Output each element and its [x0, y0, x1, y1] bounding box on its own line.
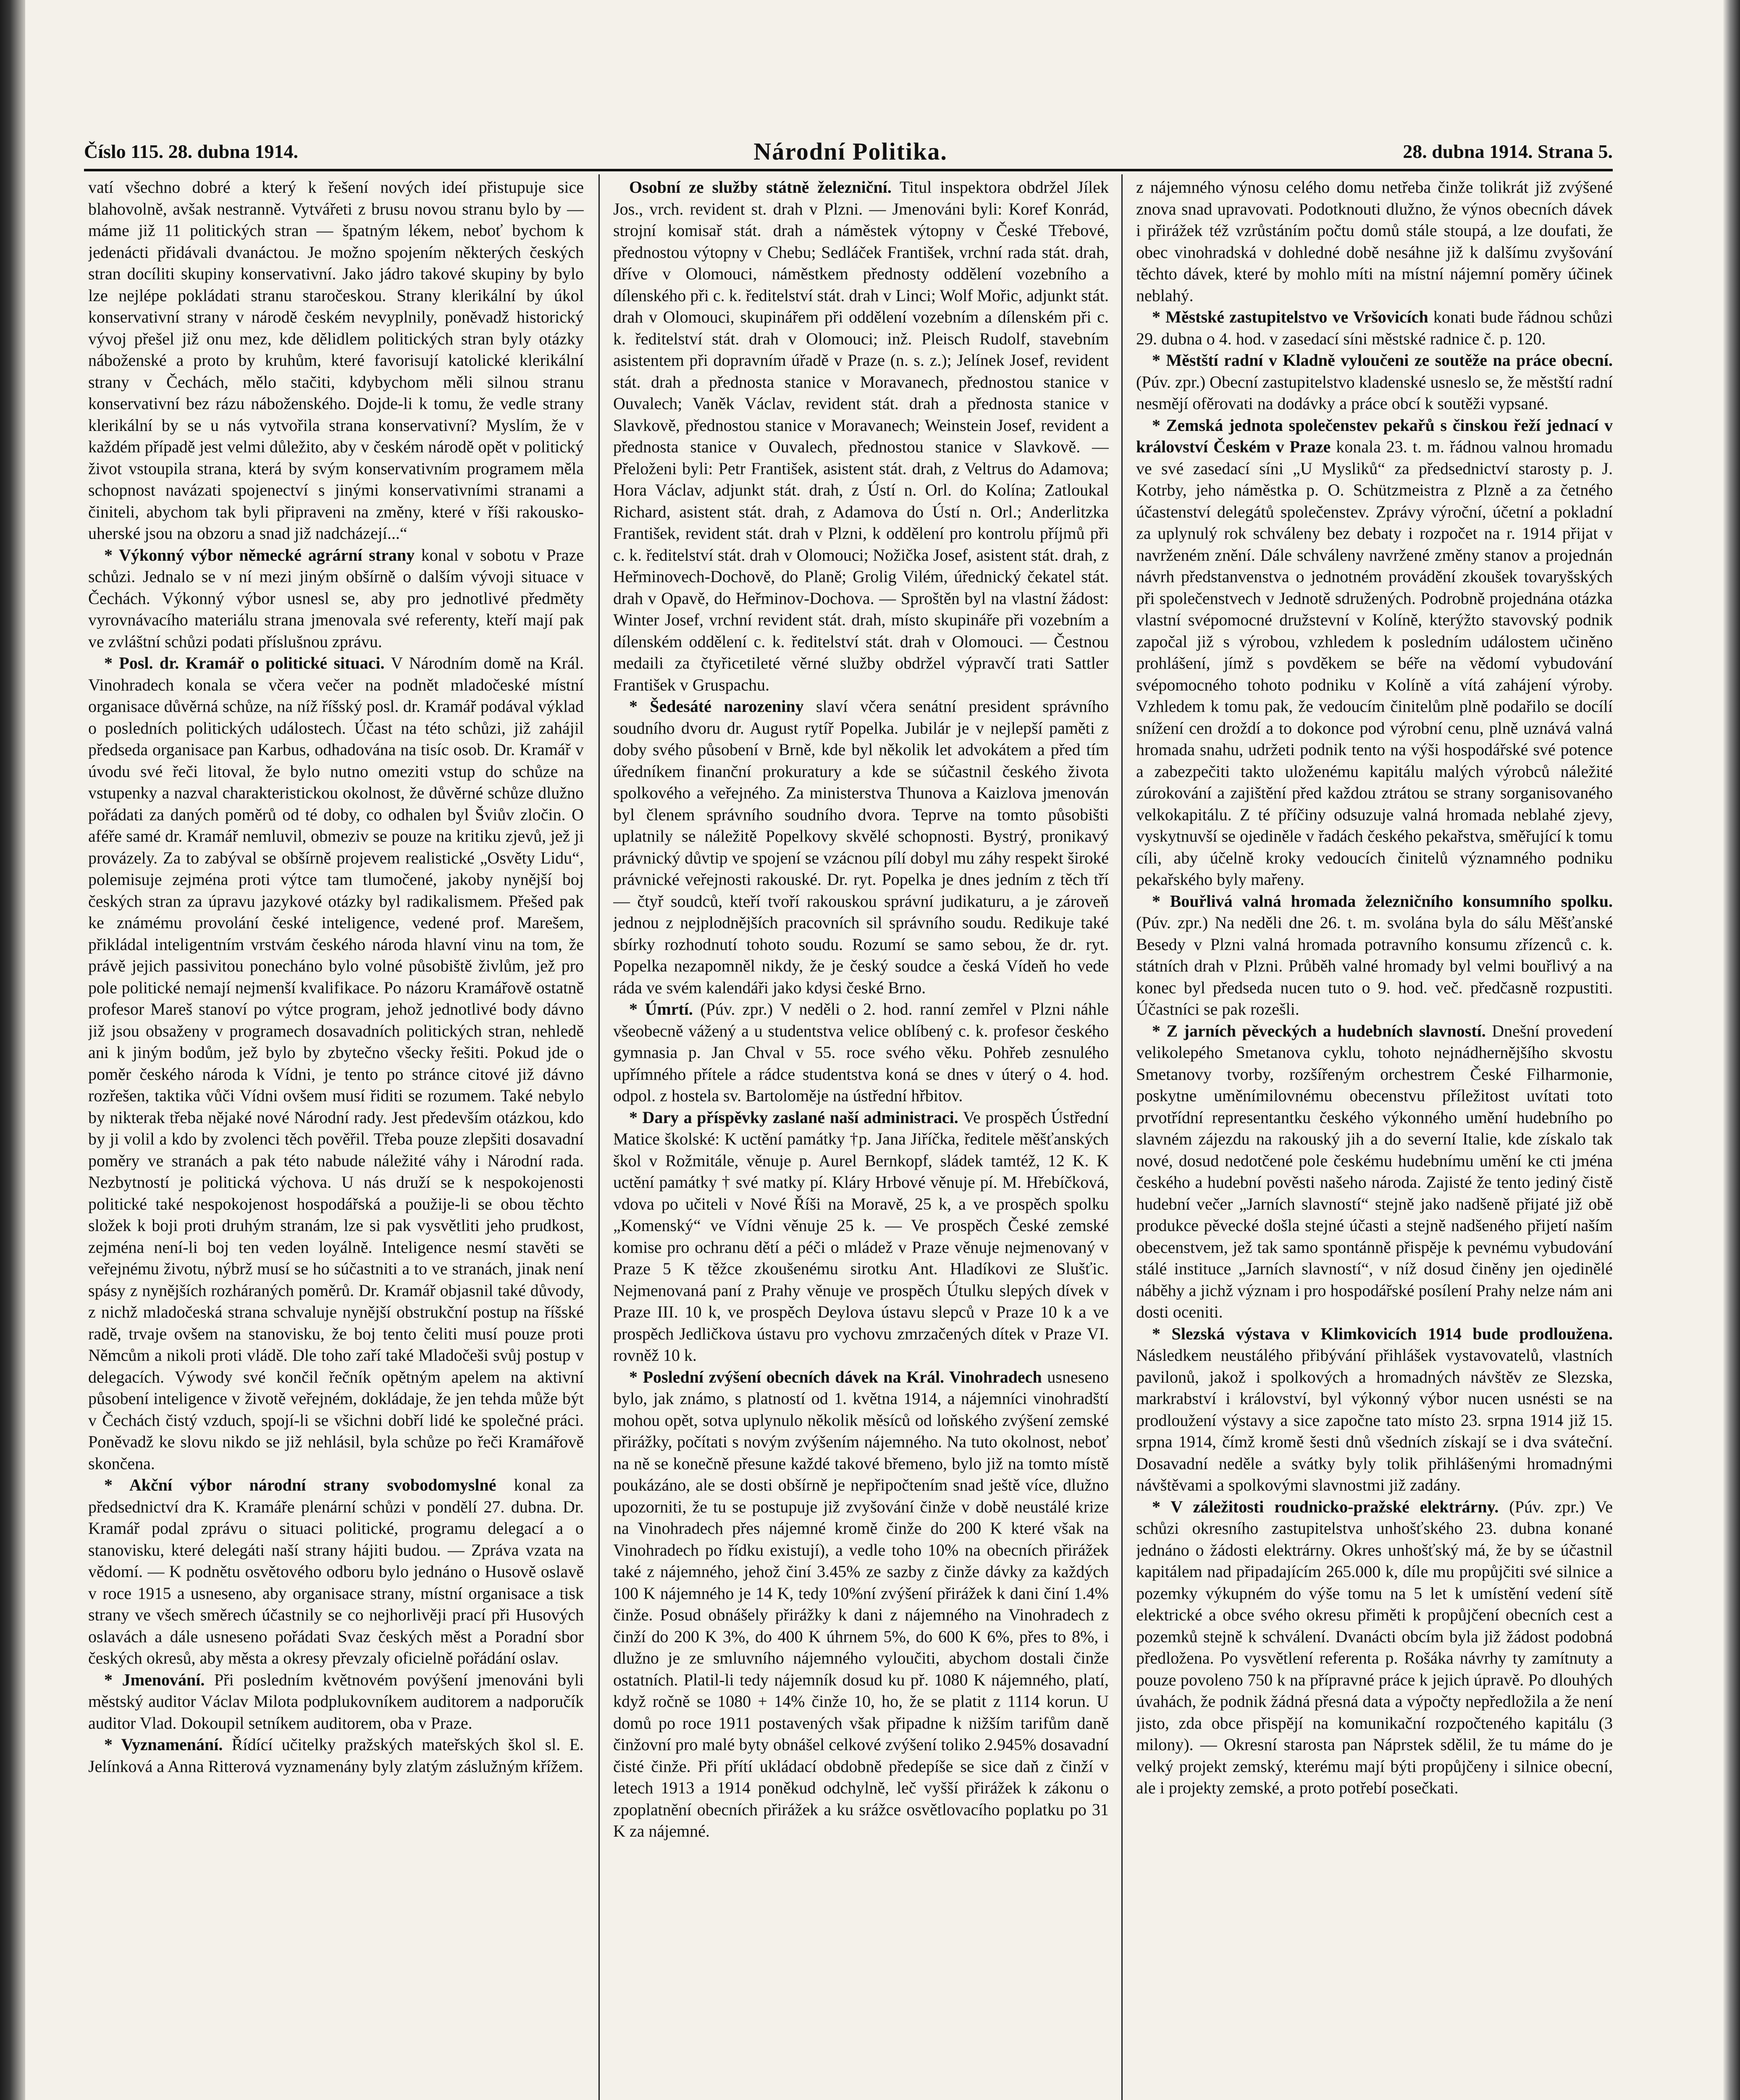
- article-paragraph: [88, 1474, 584, 1669]
- article-paragraph: [613, 696, 1109, 998]
- article-headline: * Poslední zvýšení obecních dávek na Král. Vinohradech: [629, 1367, 1042, 1386]
- article-paragraph: [88, 1734, 584, 1777]
- article-paragraph: [613, 998, 1109, 1107]
- article-body: konal za předsednictví dra K. Kramáře plenární schůzi v pondělí 27. dubna. Dr. Kramář podal zprávu o situaci politické, programu delegací a o stanovisku, které delegáti naší strany hájiti budou. — Zpráva vzata na vědomí. — K podnětu osvětového odboru bylo jednáno o Husově oslavě v roce 1915 a usneseno, aby organisace strany, místní organisace a tisk strany ve všech směrech účastnily se co nejhorlivěji prací při Husových oslavách a dále usneseno pořádati Svaz českých měst a Poradní sbor českých okresů, aby města a okresy převzaly oficielně pořádání oslav.: [88, 1475, 584, 1667]
- article-headline: * Jmenování.: [104, 1670, 205, 1689]
- column-separator: [1121, 174, 1123, 2100]
- article-headline: * Městští radní v Kladně vyloučeni ze soutěže na práce obecní.: [1152, 351, 1613, 370]
- column-1: [88, 176, 584, 2100]
- article-headline: * Z jarních pěveckých a hudebních slavností.: [1152, 1021, 1486, 1040]
- article-body: V Národním domě na Král. Vinohradech konala se včera večer na podnět mladočeské místní organisace důvěrná schůze, na níž říšský posl. dr. Kramář podával výklad o posledních politických událostech. Účast na této schůzi, již zahájil předseda organisace pan Karbus, odhadována na tisíc osob. Dr. Kramář v úvodu své řeči litoval, že bylo nutno omeziti vstup do schůze na vstupenky a nazval charakteristickou okolnost, že důvěrné schůze dlužno pořádati za daných poměrů od té doby, co odhalen byl Šviův zločin. O aféře samé dr. Kramář nemluvil, obmeziv se pouze na kritiku zjevů, jež ji provázely. Za to zabýval se obšírně projevem realistické „Osvěty Lidu“, polemisuje zejména proti výtce tam tlumočené, jakoby nynější boj českých stran za úpravu jazykové otázky byl radikalismem. Přešed pak ke známému provolání české inteligence, vedené prof. Marešem, přikládal inteligentním vrstvám českého národa hlavní vinu na tom, že právě jejich passivitou ponecháno bylo volné působiště živlům, jež pro pole politické nemají nejmenší kvalifikace. Po názoru Kramářově ostatně profesor Mareš stanoví po výtce program, jehož jednotlivé body dávno již jsou obsaženy v programech dosavadních politických stran, nehledě ani k jiným bodům, jež bylo by zbytečno všecky řešiti. Pokud jde o poměr českého národa k Vídni, je tento po stránce citové již dávno rozřešen, taktika vůči Vídni ovšem musí řiditi se rozumem. Také nebylo by nikterak třeba nějaké nové Národní rady. Jest především otázkou, kdo by ji volil a kdo by zvolenci těch pověřil. Třeba pouze zlepšiti dosavadní poměry ve stranách a pak této nabude náležité váhy i Národní rada. Nezbytností je politická výchova. U nás druží se k nespokojenosti politické také nespokojenost hospodářská a použije-li se obou těchto složek k boji proti druhým stranám, lze si pak vysvětliti jeho prudkost, zejména není-li boj ten veden loyálně. Inteligence nesmí stavěti se veřejnému životu, nýbrž musí se ho súčastniti a to ve stranách, jinak není spásy z nynějších rozháraných poměrů. Dr. Kramář objasnil také důvody, z nichž mladočeská strana schvaluje nynější obstrukční postup na říšské radě, trvaje ovšem na stanovisku, že boj tento čeliti musí pouze proti Němcům a nikoli proti vládě. Dle toho zaří také Mladočeši svůj postup v delegacích. Výwody své končil řečník opětným apelem na aktivní působení inteligence v životě veřejném, dokládaje, že jen tehda může být v Čechách čistý vzduch, spojí-li se všichni dobří lidé ke společné práci. Poněvadž ke slovu nikdo se již nehlásil, byla schůze po řeči Kramářově skončena.: [88, 654, 584, 1473]
- article-headline: * Dary a příspěvky zaslané naší administraci.: [629, 1108, 958, 1127]
- article-headline: Osobní ze služby státně železniční.: [629, 178, 892, 197]
- article-paragraph: [1136, 349, 1613, 415]
- article-body: (Púv. zpr.) Ve schůzi okresního zastupitelstva unhošťského 23. dubna konané jednáno o žádosti elektrárny. Okres unhošťský má, že by se účastnil kapitálem nad připadajícím 265.000 k, díle mu propůjčiti své silnice a pozemky výkupném do výše tomu na 5 let k umístění vedení sítě elektrické a obce svého okresu přiměti k propůjčení obecních cest a pozemků stejně k schválení. Dvanácti obcím byla již žádost podobná předložena. Po vysvětlení referenta p. Rošáka návrhy ty zamítnuty a pouze povoleno 750 k na přípravné práce k jejich úpravě. Po dlouhých úvahách, že podnik žádná přesná data a výpočty nepředložila a že není jisto, zda obce přispějí na komunikační rozpočteného kapitálu (3 milony). — Okresní starosta pan Náprstek sdělil, že tu máme do je velký projekt zemský, kterému mají býti propůjčeny i silnice obecní, ale i projekty zemské, a proto potřebí posečkati.: [1136, 1497, 1613, 1797]
- article-headline: * Městské zastupitelstvo ve Vršovicích: [1152, 307, 1428, 326]
- column-separator: [598, 174, 600, 2100]
- column-3: [1136, 176, 1613, 2100]
- article-body: slaví včera senátní president správního soudního dvoru dr. August rytíř Popelka. Jubilár je v nejlepší paměti z doby svého působení v Brně, kde byl několik let advokátem a před tím úředníkem finanční prokuratury a kde se súčastnil českého života spolkového a veřejného. Za ministerstva Thunova a Kaizlova jmenován byl členem správního soudního dvora. Teprve na tomto působišti uplatnily se náležitě Popelkovy skvělé schopnosti. Bystrý, pronikavý právnický důvtip ve spojení se vzácnou pílí dobyl mu záhy respekt široké právnické veřejnosti rakouské. Dr. ryt. Popelka je dnes jedním z těch tří — čtyř soudců, kteří tvoří rakouskou správní judikaturu, a je zároveň jednou z nejplodnějších pracovních sil správního soudu. Redikuje také sbírky rozhodnutí tohoto soudu. Rozumí se samo sebou, že dr. ryt. Popelka nezapomněl nikdy, že je český soudce a česká Vídeň ho vede ráda ve svém kalendáři jako kdysi české Brno.: [613, 697, 1109, 997]
- article-headline: * Výkonný výbor německé agrární strany: [104, 545, 415, 564]
- masthead-title: Národní Politika.: [753, 137, 947, 165]
- article-headline: * Úmrtí.: [629, 1000, 693, 1018]
- article-body: (Púv. zpr.) Na neděli dne 26. t. m. svolána byla do sálu Měšťanské Besedy v Plzni valná hromada potravního konsumu zřízenců c. k. státních drah v Plzni. Průběh valné hromady byl velmi bouřlivý a na konec byl předseda nucen tuto o 9. hod. več. předčasně rozpustiti. Účastníci se pak rozešli.: [1136, 913, 1613, 1018]
- article-body: konati bude řádnou schůzi 29. dubna o 4. hod. v zasedací síni městské radnice č. p. 120.: [1136, 307, 1613, 348]
- article-headline: * Vyznamenání.: [104, 1735, 223, 1754]
- article-paragraph: [88, 1669, 584, 1734]
- article-headline: * Zemská jednota společenstev pekařů s činskou řeží jednací v království Českém v Praze: [1136, 415, 1613, 456]
- article-paragraph: [88, 652, 584, 1474]
- date-page-number: 28. dubna 1914. Strana 5.: [1403, 140, 1613, 162]
- article-body: konal v sobotu v Praze schůzi. Jednalo se v ní mezi jiným obšírně o dalším vývoji situace v Čechách. Výkonný výbor usnesl se, aby pro jednotlivé předměty vyrovnávacího materiálu strana jmenovala své referenty, kteří mají pak ve zvláštní schůzi podati příslušnou zprávu.: [88, 545, 584, 651]
- article-body: Dnešní provedení velikolepého Smetanova cyklu, tohoto nejnádhernějšího skvostu Smetanovy tvorby, rozšířeným orchestrem České Filharmonie, poskytne uměnímilovnému obecenstvu příležitost uvítati toto prvotřídní representantku českého výkonného umění hudebního po slavném zájezdu na rakouský jih a do severní Italie, kde získalo tak nové, dosud nedotčené pole českému hudebnímu umění ke cti jména českého a hudební pověsti našeho národa. Zajisté že tento jediný čistě hudební večer „Jarních slavností“ stejně jako nadšeně přijaté již obě produkce pěvecké došla stejné účasti a stejně nadšeného přijetí naším obecenstvem, jež tak samo spontánně přispěje k pevnému vybudování stálé instituce „Jarních slavností“, v níž dosud činěny jen ojedinělé náběhy a jichž význam i pro hospodářské posílení Prahy nelze nám ani dosti oceniti.: [1136, 1021, 1613, 1321]
- column-2: [613, 176, 1109, 2100]
- article-body: Řídící učitelky pražských mateřských škol sl. E. Jelínková a Anna Ritterová vyznamenány byly zlatým záslužným křížem.: [88, 1735, 584, 1776]
- article-body: Ve prospěch Ústřední Matice školské: K uctění památky †p. Jana Jiříčka, ředitele měšťanských škol v Rožmitále, věnuje p. Aurel Bernkopf, sládek tamtéž, 12 K. K uctění památky † své matky pí. Kláry Hrbové věnuje pí. M. Hřebíčková, vdova po učiteli v Nové Říši na Moravě, 25 k, a ve prospěch spolku „Komenský“ ve Vídni věnuje 25 k. — Ve prospěch České zemské komise pro ochranu dětí a péči o mládež v Praze věnuje nejmenovaný v Praze 5 K těžce zkoušenému sirotku Ant. Hladíkovi ze Slušťic. Nejmenovaná paní z Prahy věnuje ve prospěch Útulku slepých dívek v Praze III. 10 k, ve prospěch Deylova ústavu slepců v Praze 10 k a ve prospěch Jedličkova ústavu pro vychovu zmrzačených dítek v Praze VI. rovněž 10 k.: [613, 1108, 1109, 1365]
- article-paragraph: [613, 1107, 1109, 1366]
- article-body: Při posledním květnovém povýšení jmenováni byli městský auditor Václav Milota podplukovníkem auditorem a nadporučík auditor Vlad. Dokoupil setníkem auditorem, oba v Praze.: [88, 1670, 584, 1732]
- article-body: Následkem neustálého přibývání přihlášek vystavovatelů, vlastních pavilonů, jakož i spolkových a hromadných návštěv ze Slezska, markrabství i království, byl výkonný výbor nucen usnésti se na prodloužení výstavy a sice započne tato místo 23. srpna 1914 již 15. srpna 1914, čímž kromě šesti dnů všedních získají se i dva sváteční. Dosavadní neděle a svátky byly tolik přihlášenými hromadnými návštěvami a spolkovými slavnostmi již zadány.: [1136, 1346, 1613, 1494]
- article-body: (Púv. zpr.) Obecní zastupitelstvo kladenské usneslo se, že městští radní nesmějí ofěrovati na dodávky a práce obcí k soutěži vypsané.: [1136, 372, 1613, 413]
- article-body: usneseno bylo, jak známo, s platností od 1. května 1914, a nájemníci vinohradští mohou opět, sotva uplynulo několik měsíců od loňského zvýšení zemské přirážky, počítati s novým zvýšením nájemného. Na tuto okolnost, neboť na ně se konečně přesune každé takové břemeno, bylo již na tomto místě poukázáno, ale se dosti obšírně je nepřipočtením snad ještě více, dlužno upozorniti, že tu se postupuje již zvyšování činže v době neustálé krize na Vinohradech přes nájemné kromě činže do 200 K které však na Vinohradech po řídku existují), a vedle toho 10% na obecních přirážek také z nájemného, jehož činí 3.45% ze sazby z činže dávky za každých 100 K nájemného je 14 K, tedy 10%ní zvýšení přirážek k dani činí 1.4% činže. Posud obnášely přirážky k dani z nájemného na Vinohradech z činží do 200 K 3%, do 400 K úhrnem 5%, do 600 K 6%, přes to 8%, i dlužno je ze smluvního nájemného vyloučiti, abychom dostali činže ostatních. Platil-li tedy nájemník dosud ku př. 1080 K nájemného, platí, když ročně se 1080 + 14% činže 10, ho, že se platit z 1114 korun. U domů po roce 1911 postavených však připadne k nižším tarifům daně činžovní pro malé byty obnášel celkové zvýšení toliko 2.945% dosavadní čisté činže. Při přítí ukládací obdobně předepíše se sice daň z činží v letech 1913 a 1914 poněkud odchylně, leč vyšší přirážek k zákonu o zpoplatnění obecních přirážek a ku srážce osvětlovacího poplatku po 31 K za nájemné.: [613, 1367, 1109, 1840]
- article-paragraph: [1136, 1020, 1613, 1323]
- article-paragraph: [88, 544, 584, 653]
- article-body: Titul inspektora obdržel Jílek Jos., vrch. revident st. drah v Plzni. — Jmenováni byli: Koref Konrád, strojní komisař stát. drah a náměstek výtopny v České Třebové, přednostou výtopny v Chebu; Sedláček František, vrchní rada stát. drah, dříve v Olomouci, náměstkem přednosty oddělení vozebního a dílenského při c. k. ředitelství stát. drah v Linci; Wolf Mořic, adjunkt stát. drah v Olomouci, skupinářem při oddělení vozebním a dílenském při c. k. ředitelství stát. drah v Olomouci; inž. Pleisch Rudolf, stavebním asistentem při dopravním úřadě v Praze (n. s. z.); Jelínek Josef, revident stát. drah a přednosta stanice v Moravanech, přednostou stanice v Ouvalech; Vaněk Václav, revident stát. drah a přednosta stanice v Slavkově, přednostou stanice v Moravanech; Weinstein Josef, revident a přednosta stanice v Ouvalech, přednostou stanice v Slavkově. — Přeloženi byli: Petr František, asistent stát. drah, z Veltrus do Adamova; Hora Václav, adjunkt stát. drah, z Ústí n. Orl. do Kolína; Zatloukal Richard, asistent stát. drah, z Adamova do Ústí n. Orl.; Anderlitzka František, revident stát. drah v Plzni, k oddělení pro kontrolu příjmů při c. k. ředitelství stát. drah v Olomouci; Nožička Josef, asistent stát. drah, z Heřminovech-Dochově, do Planě; Grolig Vilém, úřednický čekatel stát. drah v Opavě, do Heřminov-Dochova. — Sproštěn byl na vlastní žádost: Winter Josef, vrchní revident stát. drah, místo skupináře při vozebním a dílenském oddělení c. k. ředitelství stát. drah v Olomouci. — Čestnou medaili za čtyřicetileté věrné služby obdržel výpravčí trati Sattler František v Gruspachu.: [613, 178, 1109, 694]
- book-spine-shadow: [0, 0, 25, 2100]
- article-paragraph: [1136, 176, 1613, 306]
- article-headline: * Akční výbor národní strany svobodomyslné: [104, 1475, 496, 1494]
- article-headline: * Posl. dr. Kramář o politické situaci.: [104, 654, 385, 672]
- article-headline: * V záležitosti roudnicko-pražské elektrárny.: [1152, 1497, 1499, 1516]
- article-paragraph: [1136, 890, 1613, 1020]
- article-headline: * Bouřlivá valná hromada železničního konsumního spolku.: [1152, 891, 1613, 911]
- page-edge-shadow: [1723, 0, 1740, 2100]
- article-paragraph: [613, 1366, 1109, 1842]
- article-body: (Púv. zpr.) V neděli o 2. hod. ranní zemřel v Plzni náhle všeobecně vážený a u studentstva velice oblíbený c. k. profesor českého gymnasia p. Jan Chval v 55. roce svého věku. Pohřeb zesnulého upřímného přítele a rádce studentstva koná se dnes v úterý o 4. hod. odpol. z hostela sv. Bartoloměje na ústřední hřbitov.: [613, 1000, 1109, 1105]
- article-paragraph: [613, 176, 1109, 696]
- header-rule: [84, 169, 1613, 171]
- article-paragraph: [1136, 1323, 1613, 1496]
- article-paragraph: [1136, 415, 1613, 890]
- article-headline: * Slezská výstava v Klimkovicích 1914 bude prodloužena.: [1152, 1324, 1613, 1343]
- issue-number-date: Číslo 115. 28. dubna 1914.: [84, 140, 298, 162]
- article-body: z nájemného výnosu celého domu netřeba činže tolikrát již zvýšené znova snad upravovati. Podotknouti dlužno, že výnos obecních dávek i přirážek též vzrůstáním počtu domů stále stoupá, a lze doufati, že obec vinohradská v dohledné době nesáhne již k dalšímu zvyšování těchto dávek, které by mohlo míti na místní nájemní poměry účinek neblahý.: [1136, 178, 1613, 305]
- article-headline: * Šedesáté narozeniny: [629, 697, 804, 716]
- page-header: [84, 134, 1613, 168]
- article-paragraph: [88, 176, 584, 544]
- article-body: konala 23. t. m. řádnou valnou hromadu ve své zasedací síni „U Mysliků“ za předsednictví starosty p. J. Kotrby, jeho náměstka p. O. Schützmeistra z Plzně a za četného účastenství delegátů společenstev. Zprávy výroční, účetní a pokladní za uplynulý rok schváleny bez debaty i rozpočet na r. 1914 přijat v navrženém znění. Dále schváleny navržené změny stanov a projednán návrh předstanvenstva o jednotném provádění zkoušek tovaryšských při společenstvech v Jednotě sdružených. Podrobně projednána otázka vlastní svépomocné družstevní v Kolíně, kterýžto stavovský podnik započal již s výrobou, vzhledem k posledním událostem učiněno prohlášení, jímž s povděkem se béře na vědomí vybudování svépomocného tohoto podniku v Kolíně a vítá zahájení výroby. Vzhledem k tomu pak, že vedoucím činitelům plně podařilo se docílí snížení cen droždí a to dokonce pod výrobní cenu, plně uznává valná hromada snahu, udržeti podnik tento na výši hospodářské své potence a zabezpečiti takto uloženému kapitálu malých výrobců náležité zúrokování a zajištění před každou ztrátou se strany sorganisovaného velkokapitálu. Z té příčiny odsuzuje valná hromada neblahé zjevy, vyskytnuvší se ojediněle v řadách českého pekařstva, směřující k tomu cíli, aby účelně kroky vedoucích činitelů významného podniku pekařského byly mařeny.: [1136, 437, 1613, 889]
- article-paragraph: [1136, 1496, 1613, 1799]
- article-body: vatí všechno dobré a který k řešení nových ideí přistupuje sice blahovolně, avšak nestranně. Vytvářeti z brusu novou stranu bylo by — máme již 11 politických stran — špatným lékem, neboť bychom k jedenácti přidávali dvanáctou. Je možno spojením některých českých stran docíliti skupiny konservativní. Jako jádro takové skupiny by bylo lze nejlépe pokládati stranu staročeskou. Strany klerikální by úkol konservativní strany v národě českém nevyplnily, poněvadž historický vývoj přešel již onu mez, kde dělidlem politických stran byly otázky náboženské a proto by kruhům, které favorisují katolické klerikální strany v Čechách, mělo stačiti, kdybychom měli silnou stranu konservativní bez rázu náboženského. Dojde-li k tomu, že vedle strany klerikální by se u nás vytvořila strana konservativní? Myslím, že v každém případě jest velmi důležito, aby v českém národě opět v politický život vstoupila strana, která by svým konservativním programem měla schopnost navázati spojenectví s jinými konservativními stranami a činiteli, abychom tak byli připraveni na změny, které v říši rakousko-uherské jsou na obzoru a snad již nadcházejí...“: [88, 178, 584, 543]
- article-paragraph: [1136, 306, 1613, 349]
